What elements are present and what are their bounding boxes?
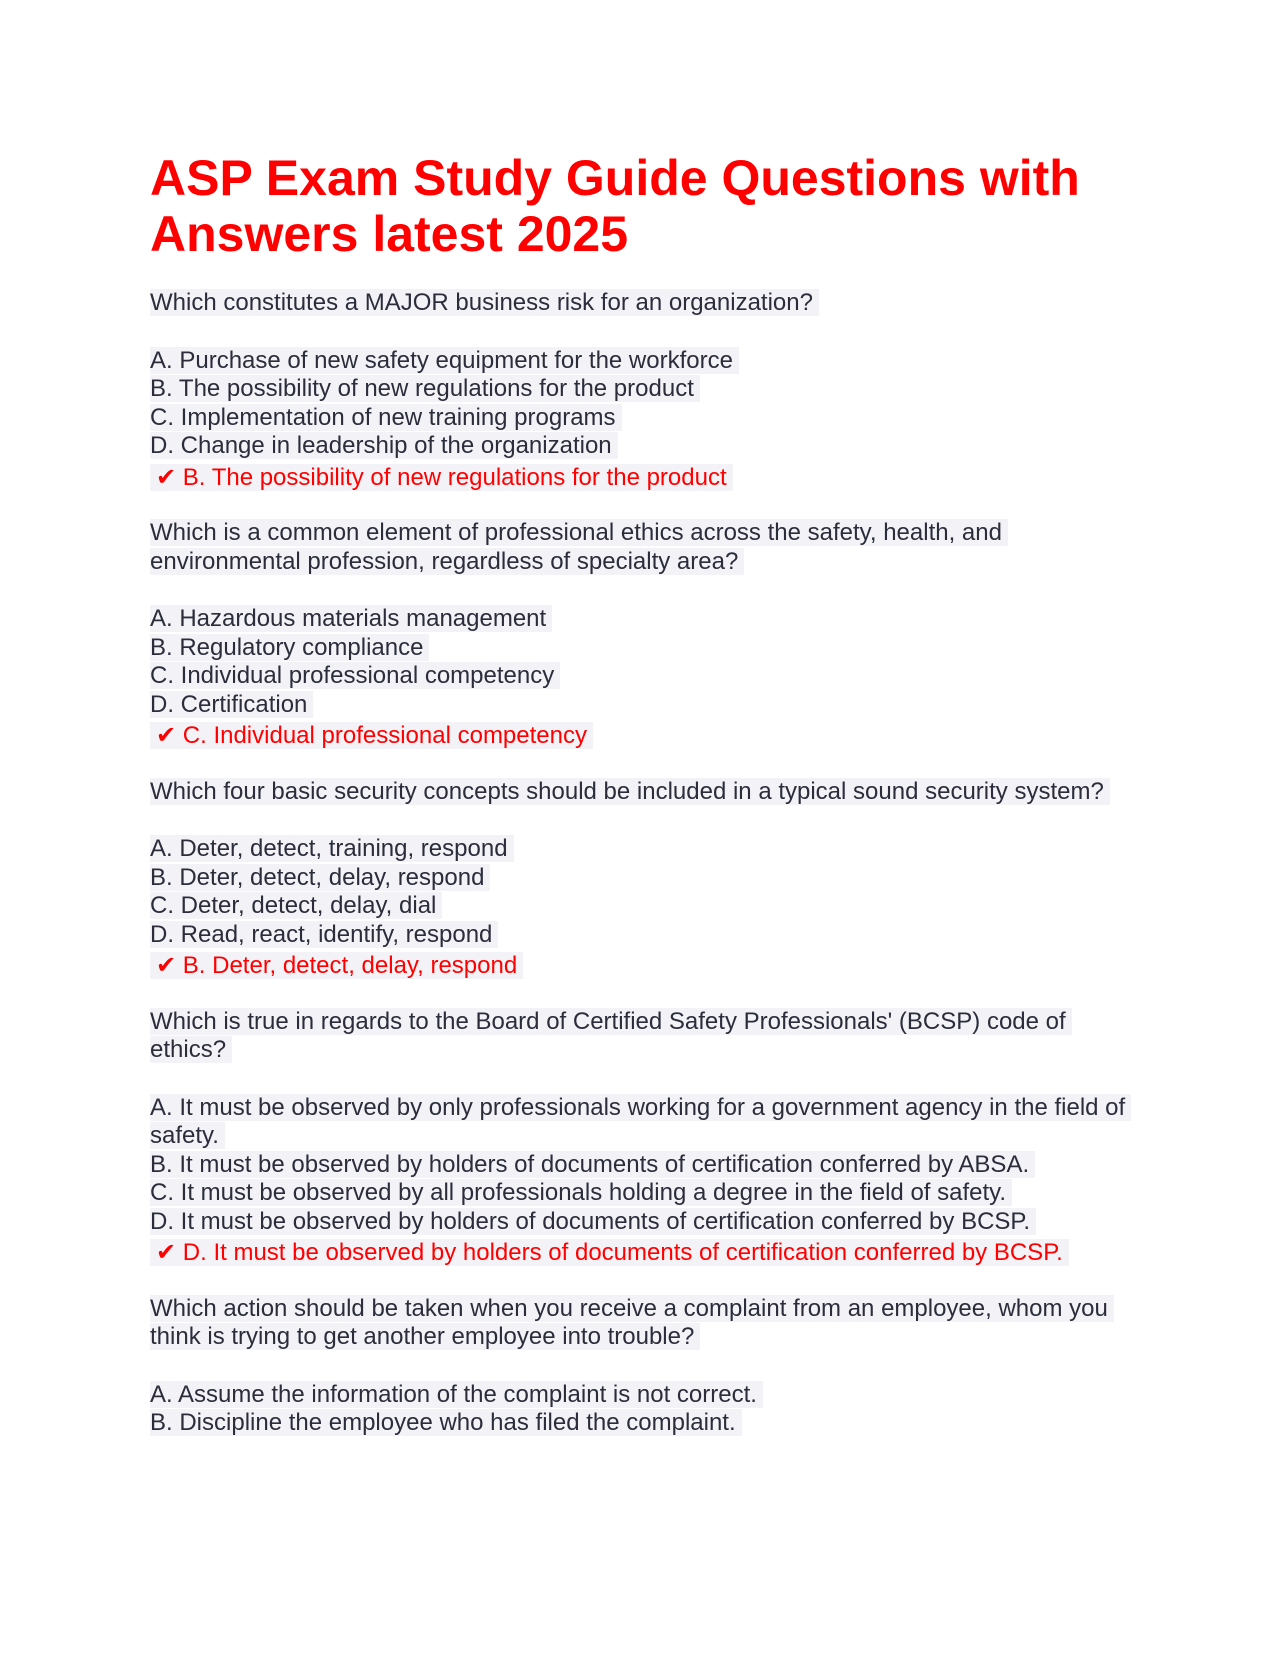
option-d [150,691,1140,720]
question-block [150,1008,1140,1268]
option-b-text: B. The possibility of new regulations for the product [150,375,700,402]
option-a-text: A. Deter, detect, training, respond [150,835,514,862]
option-d [150,1208,1140,1237]
option-b-text: B. Regulatory compliance [150,634,429,661]
options-list [150,1381,1140,1438]
option-d-text: D. Certification [150,691,313,718]
options-list [150,1094,1140,1237]
option-b-text: B. It must be observed by holders of documents of certification conferred by ABSA. [150,1151,1035,1178]
option-c [150,404,1140,433]
question-text [150,289,1140,318]
option-c-text: C. Deter, detect, delay, dial [150,892,442,919]
question-block [150,1295,1140,1438]
option-d-text: D. Read, react, identify, respond [150,921,498,948]
option-c [150,1179,1140,1208]
option-a-text: A. It must be observed by only professionals working for a government agency in the field of safety. [150,1094,1131,1150]
options-list [150,605,1140,719]
correct-answer-text: ✔ C. Individual professional competency [150,722,593,749]
correct-answer [150,464,1140,493]
correct-answer [150,952,1140,981]
question-block [150,519,1140,751]
question-text-highlight: Which action should be taken when you receive a complaint from an employee, whom you think is trying to get another employee into trouble? [150,1295,1114,1351]
option-c-text: C. Implementation of new training programs [150,404,622,431]
question-text [150,519,1140,576]
option-b [150,864,1140,893]
option-d [150,921,1140,950]
option-b [150,1409,1140,1438]
option-b [150,1151,1140,1180]
question-text [150,1295,1140,1352]
option-d-text: D. It must be observed by holders of documents of certification conferred by BCSP. [150,1208,1036,1235]
option-a [150,347,1140,376]
option-a [150,835,1140,864]
option-a-text: A. Purchase of new safety equipment for the workforce [150,347,739,374]
option-a [150,1094,1140,1151]
correct-answer [150,1239,1140,1268]
document-page [150,150,1140,1438]
options-list [150,347,1140,461]
correct-answer [150,722,1140,751]
option-a [150,1381,1140,1410]
option-c-text: C. Individual professional competency [150,662,560,689]
question-text-highlight: Which is a common element of professional ethics across the safety, health, and environmental profession, regardless of specialty area? [150,519,1008,575]
option-a-text: A. Hazardous materials management [150,605,552,632]
question-text-highlight: Which constitutes a MAJOR business risk for an organization? [150,289,819,316]
option-c [150,892,1140,921]
option-b [150,634,1140,663]
option-b-text: B. Discipline the employee who has filed the complaint. [150,1409,742,1436]
option-b-text: B. Deter, detect, delay, respond [150,864,490,891]
question-block [150,778,1140,981]
options-list [150,835,1140,949]
option-d [150,432,1140,461]
correct-answer-text: ✔ B. Deter, detect, delay, respond [150,952,523,979]
option-a-text: A. Assume the information of the complaint is not correct. [150,1381,763,1408]
correct-answer-text: ✔ B. The possibility of new regulations for the product [150,464,733,491]
document-title: ASP Exam Study Guide Questions with Answers latest 2025 [150,150,1080,262]
option-c-text: C. It must be observed by all professionals holding a degree in the field of safety. [150,1179,1012,1206]
question-text-highlight: Which is true in regards to the Board of Certified Safety Professionals' (BCSP) code of ethics? [150,1008,1072,1064]
question-text [150,778,1140,807]
question-text-highlight: Which four basic security concepts should be included in a typical sound security system? [150,778,1110,805]
option-b [150,375,1140,404]
question-block [150,289,1140,492]
option-a [150,605,1140,634]
option-d-text: D. Change in leadership of the organization [150,432,618,459]
question-text [150,1008,1140,1065]
correct-answer-text: ✔ D. It must be observed by holders of documents of certification conferred by BCSP. [150,1239,1069,1266]
option-c [150,662,1140,691]
